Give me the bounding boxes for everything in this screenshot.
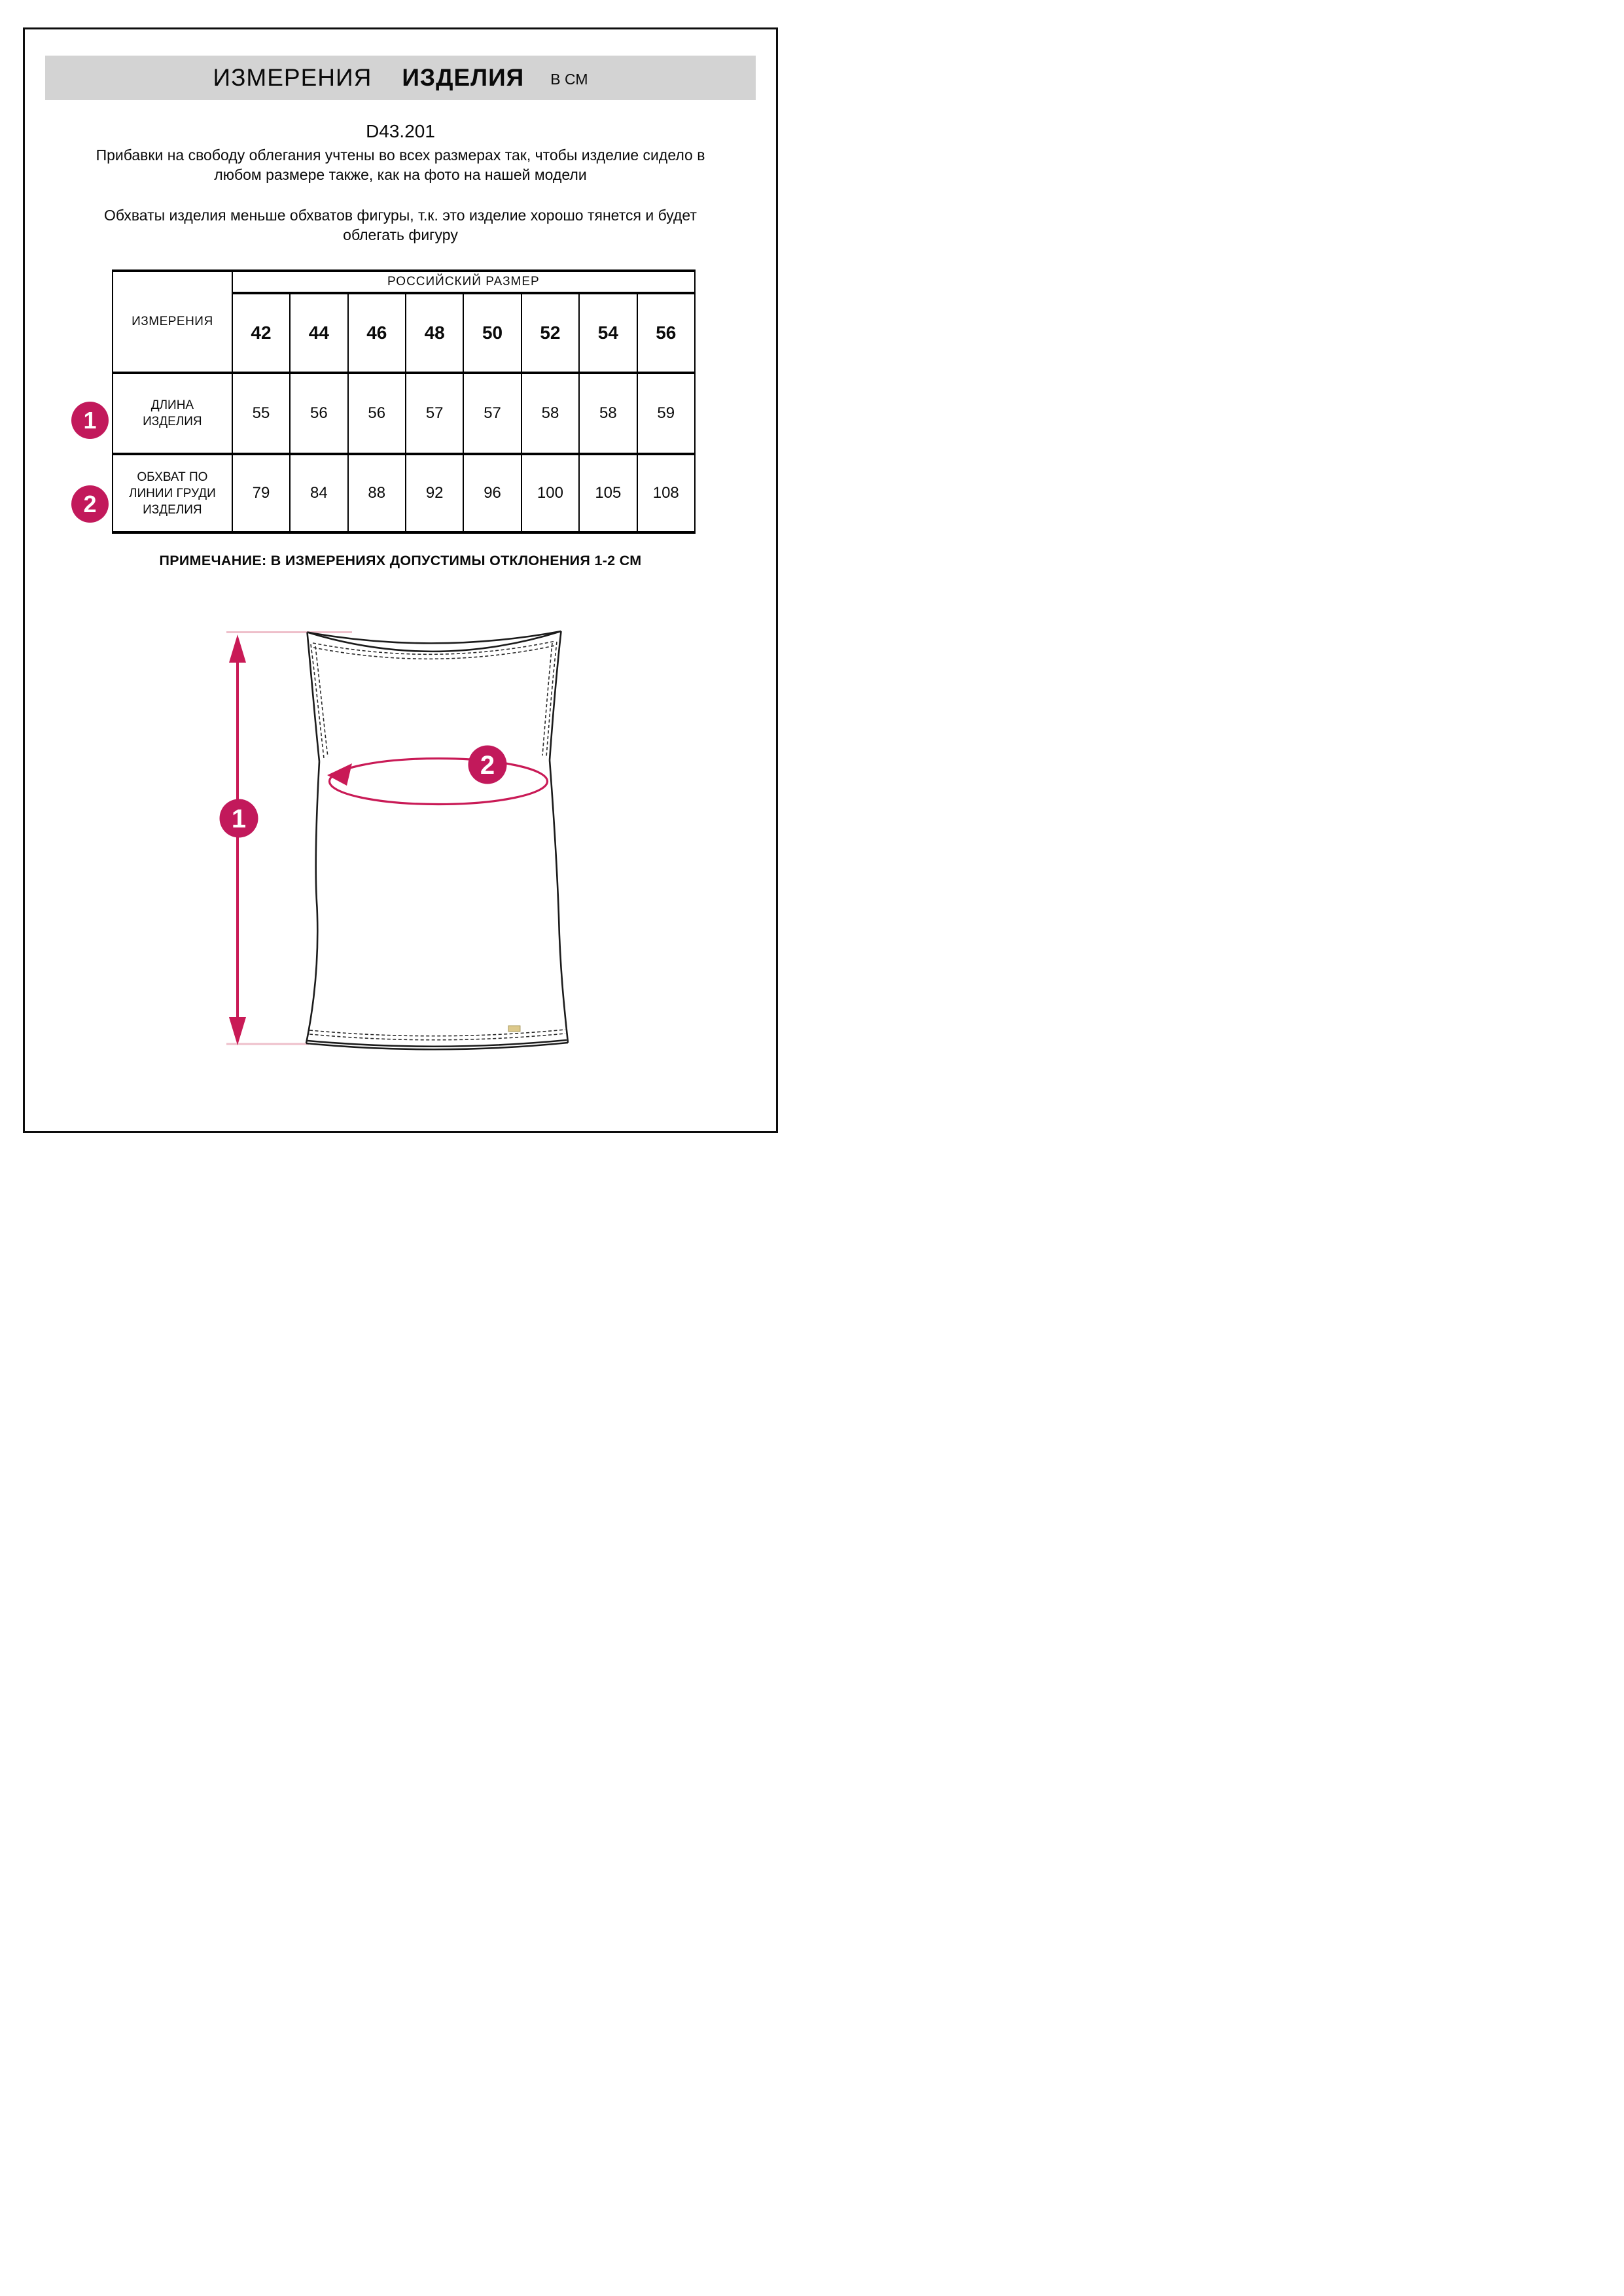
table-row-chest (113, 454, 695, 532)
page-title-secondary: ИЗДЕЛИЯ (402, 64, 525, 91)
size-table (112, 270, 696, 534)
length-value: 57 (463, 373, 521, 454)
length-value: 55 (232, 373, 290, 454)
length-value: 59 (637, 373, 695, 454)
size-col-header: 54 (579, 293, 637, 373)
chest-value: 79 (232, 454, 290, 532)
diagram-badge-chest (468, 746, 507, 784)
size-col-header: 48 (406, 293, 463, 373)
chest-value: 88 (348, 454, 406, 532)
garment-outline (306, 631, 568, 1049)
size-system-header: РОССИЙСКИЙ РАЗМЕР (232, 271, 695, 293)
title-bar (45, 56, 756, 100)
stitch-lines (309, 641, 565, 1040)
tolerance-note: ПРИМЕЧАНИЕ: В ИЗМЕРЕНИЯХ ДОПУСТИМЫ ОТКЛОНЕНИЯ 1-2 СМ (159, 553, 642, 568)
chest-value: 96 (463, 454, 521, 532)
svg-text:2: 2 (480, 751, 495, 780)
chest-measure-ellipse (330, 759, 548, 805)
product-code: D43.201 (366, 121, 435, 141)
page-title: ИЗМЕРЕНИЯ (213, 64, 372, 91)
chest-value: 108 (637, 454, 695, 532)
length-value: 58 (579, 373, 637, 454)
row-label-length: ДЛИНА ИЗДЕЛИЯ (113, 373, 232, 454)
measurement-badge-1: 1 (71, 402, 109, 439)
fit-description: Прибавки на свободу облегания учтены во всех размерах так, чтобы изделие сидело в любом размере также, как на фото на нашей модели (96, 147, 705, 183)
size-col-header: 42 (232, 293, 290, 373)
units-label: В СМ (550, 70, 588, 88)
svg-text:1: 1 (231, 805, 247, 833)
length-value: 57 (406, 373, 463, 454)
size-col-header: 46 (348, 293, 406, 373)
size-col-header: 52 (521, 293, 579, 373)
size-col-header: 44 (290, 293, 347, 373)
row-label-chest: ОБХВАТ ПО ЛИНИИ ГРУДИ ИЗДЕЛИЯ (113, 454, 232, 532)
chest-value: 100 (521, 454, 579, 532)
measurement-badge-2: 2 (71, 485, 109, 523)
size-table-container (83, 270, 696, 534)
size-col-header: 56 (637, 293, 695, 373)
table-row-length (113, 373, 695, 454)
measurement-sheet (0, 0, 812, 1148)
chest-value: 84 (290, 454, 347, 532)
garment-diagram (25, 605, 776, 1063)
chest-value: 105 (579, 454, 637, 532)
length-dimension-arrow (229, 635, 246, 1045)
size-col-header: 50 (463, 293, 521, 373)
down-arrowhead-icon (229, 1017, 246, 1045)
table-header-row (113, 271, 695, 293)
chest-value: 92 (406, 454, 463, 532)
length-value: 56 (290, 373, 347, 454)
length-value: 58 (521, 373, 579, 454)
up-arrowhead-icon (229, 635, 246, 663)
diagram-badge-length (220, 799, 258, 838)
hem-brand-label (508, 1026, 520, 1032)
page-frame (23, 27, 778, 1133)
stretch-description: Обхваты изделия меньше обхватов фигуры, т.к. это изделие хорошо тянется и будет облегать фигуру (104, 207, 697, 243)
length-value: 56 (348, 373, 406, 454)
chest-arrowhead-icon (327, 763, 352, 786)
measurements-column-header: ИЗМЕРЕНИЯ (113, 271, 232, 373)
